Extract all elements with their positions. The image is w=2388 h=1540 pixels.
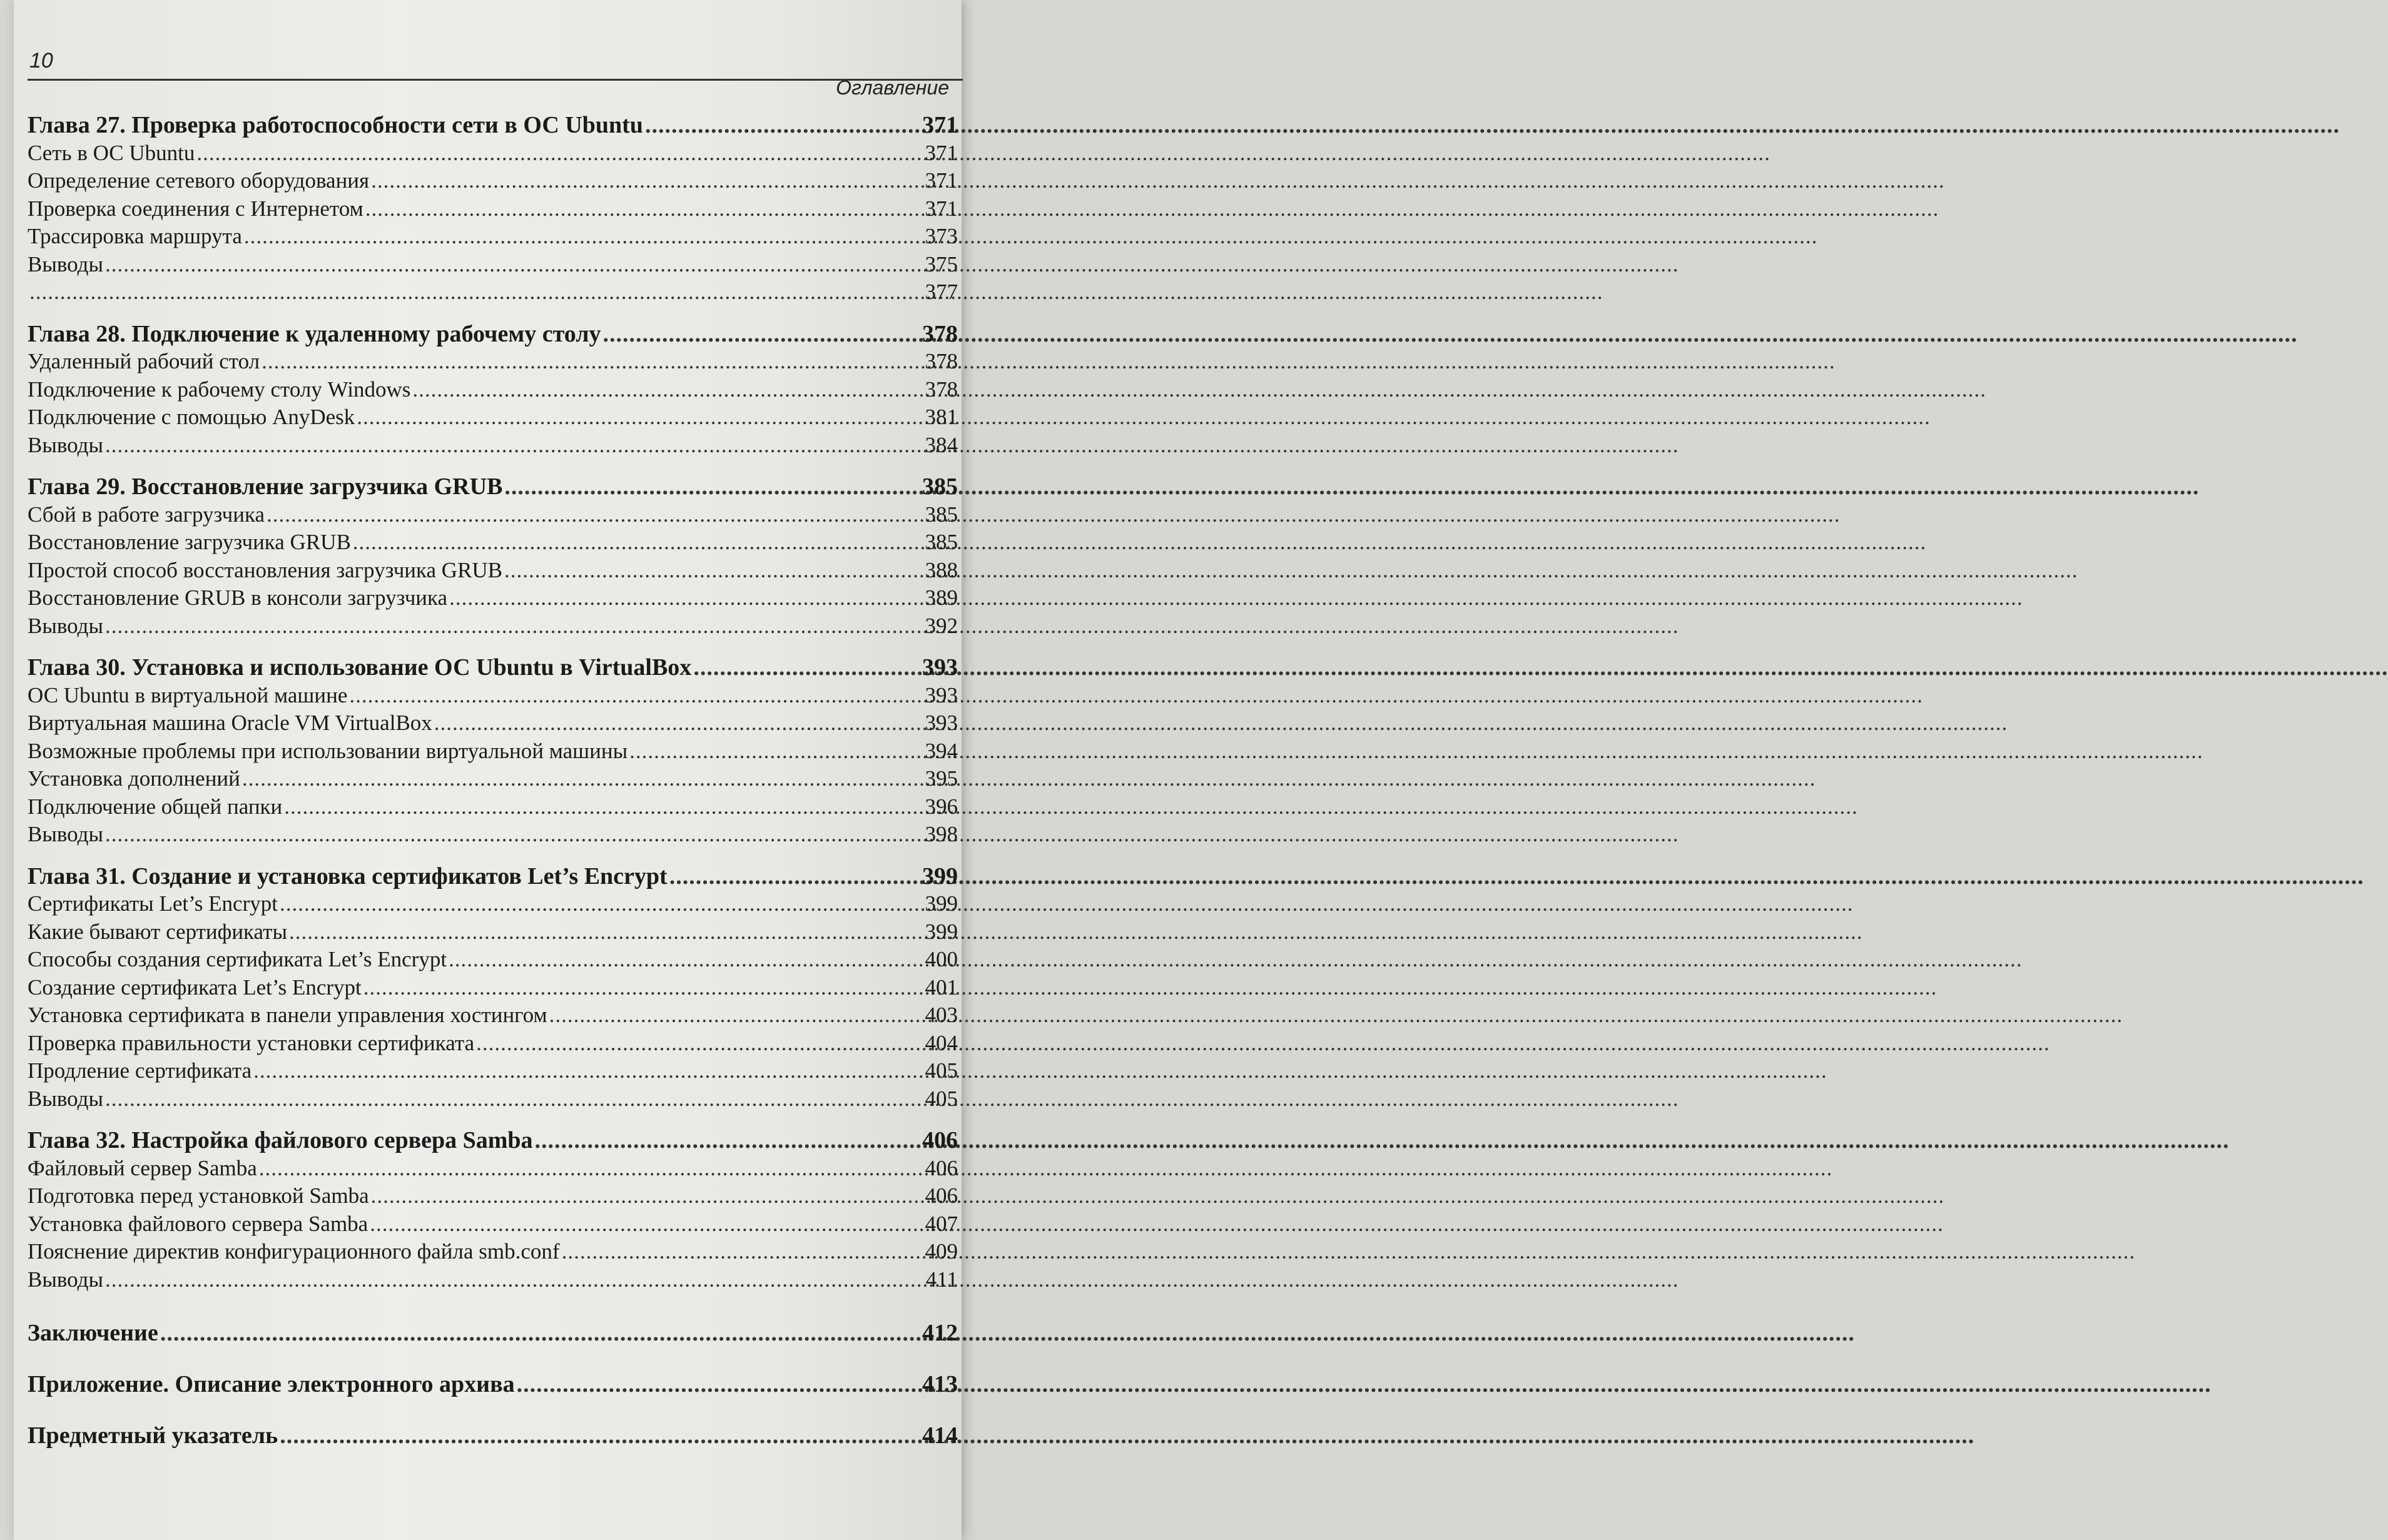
entry-title: Установка дополнений bbox=[28, 766, 240, 791]
dot-leader bbox=[434, 709, 923, 737]
entry-title: Выводы bbox=[28, 822, 103, 846]
toc-entry bbox=[28, 709, 958, 737]
chapter-heading bbox=[28, 1127, 958, 1155]
toc-entry bbox=[28, 584, 958, 612]
entry-page: 413 bbox=[922, 1371, 958, 1397]
entry-title: Файловый сервер Samba bbox=[28, 1155, 257, 1180]
toc-entry bbox=[28, 529, 958, 557]
dot-leader bbox=[693, 654, 920, 682]
entry-page: 371 bbox=[925, 196, 958, 221]
entry-page: 385 bbox=[925, 502, 958, 527]
toc-entry bbox=[28, 793, 958, 821]
entry-title: Проверка соединения с Интернетом bbox=[28, 196, 363, 221]
dot-leader bbox=[517, 1359, 920, 1410]
entry-page: 371 bbox=[925, 140, 958, 165]
toc-entry bbox=[28, 1266, 958, 1294]
dot-leader bbox=[504, 557, 923, 585]
dot-leader bbox=[267, 501, 923, 529]
dot-leader bbox=[603, 320, 920, 348]
dot-leader bbox=[549, 1001, 923, 1030]
chapter-title: Глава 27. Проверка работоспособности сети в ОС Ubuntu bbox=[28, 112, 643, 138]
dot-leader bbox=[629, 737, 923, 766]
dot-leader bbox=[196, 139, 923, 168]
entry-title: ОС Ubuntu в виртуальной машине bbox=[28, 682, 348, 707]
entry-page: 375 bbox=[925, 251, 958, 276]
entry-title: Выводы bbox=[28, 432, 103, 457]
dot-leader bbox=[280, 890, 923, 918]
dot-leader bbox=[357, 403, 923, 432]
entry-title: Установка файлового сервера Samba bbox=[28, 1211, 368, 1236]
dot-leader bbox=[244, 223, 923, 251]
dot-leader bbox=[449, 946, 923, 974]
toc-entry bbox=[28, 403, 958, 432]
toc-entry bbox=[28, 139, 958, 168]
entry-page: 399 bbox=[925, 919, 958, 944]
entry-page: 389 bbox=[925, 585, 958, 610]
dot-leader bbox=[29, 278, 923, 306]
dot-leader bbox=[105, 432, 923, 460]
page-number: 10 bbox=[29, 49, 53, 73]
entry-page: 403 bbox=[925, 1003, 958, 1027]
dot-leader bbox=[105, 1085, 923, 1113]
entry-title: Пояснение директив конфигурационного файла smb.conf bbox=[28, 1239, 560, 1264]
entry-page: 377 bbox=[925, 280, 958, 304]
dot-leader bbox=[105, 1266, 924, 1294]
toc-entry bbox=[28, 1155, 958, 1183]
entry-title: Сертификаты Let’s Encrypt bbox=[28, 891, 278, 916]
entry-title: Подготовка перед установкой Samba bbox=[28, 1183, 369, 1208]
chapter-page: 406 bbox=[922, 1127, 958, 1153]
back-matter bbox=[28, 1307, 958, 1461]
dot-leader bbox=[371, 1182, 923, 1210]
entry-title: Продление сертификата bbox=[28, 1058, 252, 1083]
entry-page: 400 bbox=[925, 947, 958, 971]
dot-leader bbox=[669, 863, 920, 891]
entry-title: Простой способ восстановления загрузчика GRUB bbox=[28, 557, 503, 582]
running-head: Оглавление bbox=[836, 76, 949, 99]
entry-page: 406 bbox=[925, 1155, 958, 1180]
entry-page: 373 bbox=[925, 224, 958, 248]
toc-entry bbox=[28, 195, 958, 223]
entry-page: 404 bbox=[925, 1030, 958, 1055]
chapter-28 bbox=[28, 320, 958, 460]
entry-title: Выводы bbox=[28, 251, 103, 276]
toc-entry bbox=[28, 501, 958, 529]
chapter-page: 371 bbox=[922, 112, 958, 138]
entry-title: Определение сетевого оборудования bbox=[28, 168, 370, 193]
dot-leader bbox=[253, 1057, 923, 1085]
dot-leader bbox=[262, 348, 923, 376]
toc-entry bbox=[28, 612, 958, 641]
chapter-27 bbox=[28, 111, 958, 306]
entry-title: Удаленный рабочий стол bbox=[28, 349, 260, 373]
toc-entry bbox=[28, 918, 958, 946]
toc-entry bbox=[28, 432, 958, 460]
entry-title: Возможные проблемы при использовании виртуальной машины bbox=[28, 738, 628, 763]
entry-title: Выводы bbox=[28, 1267, 103, 1292]
toc-entry bbox=[28, 946, 958, 974]
toc-entry bbox=[28, 1182, 958, 1210]
entry-title: Выводы bbox=[28, 613, 103, 638]
entry-title: Создание сертификата Let’s Encrypt bbox=[28, 975, 362, 1000]
toc-entry bbox=[28, 821, 958, 849]
entry-title: Трассировка маршрута bbox=[28, 224, 242, 248]
toc-extra-entry bbox=[28, 1307, 958, 1359]
chapter-title: Глава 30. Установка и использование ОС Ubuntu в VirtualBox bbox=[28, 654, 692, 681]
toc-entry bbox=[28, 737, 958, 766]
toc-entry bbox=[28, 1030, 958, 1058]
chapter-title: Глава 29. Восстановление загрузчика GRUB bbox=[28, 474, 503, 500]
header-rule bbox=[28, 79, 963, 81]
entry-title: Подключение к рабочему столу Windows bbox=[28, 377, 411, 402]
toc-entry bbox=[28, 1001, 958, 1030]
dot-leader bbox=[349, 682, 923, 710]
entry-page: 395 bbox=[925, 766, 958, 791]
toc-extra-entry bbox=[28, 1410, 958, 1461]
entry-page: 409 bbox=[925, 1239, 958, 1264]
book-page bbox=[14, 0, 962, 1540]
entry-page: 411 bbox=[925, 1267, 958, 1292]
toc-entry bbox=[28, 682, 958, 710]
toc-entry bbox=[28, 251, 958, 279]
entry-page: 394 bbox=[925, 738, 958, 763]
chapter-31 bbox=[28, 863, 958, 1113]
entry-title: Установка сертификата в панели управления хостингом bbox=[28, 1003, 547, 1027]
entry-page: 396 bbox=[925, 794, 958, 819]
entry-title: Восстановление GRUB в консоли загрузчика bbox=[28, 585, 448, 610]
entry-title: Подключение общей папки bbox=[28, 794, 283, 819]
dot-leader bbox=[562, 1238, 923, 1266]
toc-entry bbox=[28, 974, 958, 1002]
chapter-title: Глава 31. Создание и установка сертификатов Let’s Encrypt bbox=[28, 863, 668, 889]
entry-page: 401 bbox=[925, 975, 958, 1000]
dot-leader bbox=[242, 765, 923, 793]
chapter-32 bbox=[28, 1127, 958, 1294]
toc-entry bbox=[28, 765, 958, 793]
dot-leader bbox=[449, 584, 923, 612]
entry-title: Способы создания сертификата Let’s Encrypt bbox=[28, 947, 447, 971]
entry-title: Восстановление загрузчика GRUB bbox=[28, 530, 351, 554]
toc-entry bbox=[28, 1057, 958, 1085]
entry-page: 398 bbox=[925, 822, 958, 846]
dot-leader bbox=[370, 1210, 923, 1239]
dot-leader bbox=[371, 167, 923, 195]
toc-entry bbox=[28, 1085, 958, 1113]
entry-page: 407 bbox=[925, 1211, 958, 1236]
dot-leader bbox=[280, 1410, 920, 1461]
dot-leader bbox=[284, 793, 923, 821]
dot-leader bbox=[259, 1155, 923, 1183]
entry-title: Заключение bbox=[28, 1320, 158, 1346]
entry-title: Виртуальная машина Oracle VM VirtualBox bbox=[28, 711, 432, 735]
chapter-heading bbox=[28, 654, 958, 682]
entry-page: 393 bbox=[925, 682, 958, 707]
entry-page: 405 bbox=[925, 1058, 958, 1083]
entry-page: 406 bbox=[925, 1183, 958, 1208]
dot-leader bbox=[504, 473, 920, 501]
dot-leader bbox=[105, 821, 923, 849]
chapter-page: 378 bbox=[922, 320, 958, 347]
toc-entry bbox=[28, 278, 958, 306]
entry-title: Выводы bbox=[28, 1086, 103, 1111]
entry-title: Сеть в ОС Ubuntu bbox=[28, 140, 195, 165]
entry-title: Проверка правильности установки сертификата bbox=[28, 1030, 475, 1055]
chapter-30 bbox=[28, 654, 958, 849]
entry-page: 399 bbox=[925, 891, 958, 916]
dot-leader bbox=[105, 612, 923, 641]
chapter-page: 393 bbox=[922, 654, 958, 681]
toc-entry bbox=[28, 348, 958, 376]
chapter-page: 399 bbox=[922, 863, 958, 889]
entry-title: Приложение. Описание электронного архива bbox=[28, 1371, 515, 1397]
toc-entry bbox=[28, 167, 958, 195]
entry-page: 381 bbox=[925, 405, 958, 429]
dot-leader bbox=[412, 376, 923, 404]
dot-leader bbox=[363, 974, 923, 1002]
chapter-title: Глава 32. Настройка файлового сервера Samba bbox=[28, 1127, 533, 1153]
chapter-29 bbox=[28, 473, 958, 640]
entry-title: Сбой в работе загрузчика bbox=[28, 502, 265, 527]
toc-entry bbox=[28, 557, 958, 585]
dot-leader bbox=[105, 251, 923, 279]
chapter-title: Глава 28. Подключение к удаленному рабочему столу bbox=[28, 320, 601, 347]
toc-entry bbox=[28, 890, 958, 918]
toc-entry bbox=[28, 376, 958, 404]
chapter-heading bbox=[28, 320, 958, 348]
entry-page: 378 bbox=[925, 377, 958, 402]
dot-leader bbox=[160, 1307, 920, 1359]
entry-page: 414 bbox=[922, 1422, 958, 1449]
entry-title: Предметный указатель bbox=[28, 1422, 278, 1449]
entry-title: Подключение с помощью AnyDesk bbox=[28, 405, 355, 429]
chapter-heading bbox=[28, 863, 958, 891]
dot-leader bbox=[476, 1030, 923, 1058]
toc-entry bbox=[28, 223, 958, 251]
entry-page: 392 bbox=[925, 613, 958, 638]
dot-leader bbox=[289, 918, 923, 946]
toc-entry bbox=[28, 1238, 958, 1266]
entry-page: 371 bbox=[925, 168, 958, 193]
table-of-contents bbox=[28, 111, 958, 1461]
toc-extra-entry bbox=[28, 1359, 958, 1410]
entry-page: 384 bbox=[925, 432, 958, 457]
chapter-heading bbox=[28, 111, 958, 139]
entry-title: Какие бывают сертификаты bbox=[28, 919, 287, 944]
dot-leader bbox=[353, 529, 923, 557]
entry-page: 378 bbox=[925, 349, 958, 373]
dot-leader bbox=[365, 195, 923, 223]
toc-entry bbox=[28, 1210, 958, 1239]
entry-page: 385 bbox=[925, 530, 958, 554]
entry-page: 412 bbox=[922, 1320, 958, 1346]
chapter-heading bbox=[28, 473, 958, 501]
entry-page: 388 bbox=[925, 557, 958, 582]
entry-page: 393 bbox=[925, 711, 958, 735]
dot-leader bbox=[645, 111, 920, 139]
dot-leader bbox=[535, 1127, 920, 1155]
entry-page: 405 bbox=[925, 1086, 958, 1111]
chapter-page: 385 bbox=[922, 474, 958, 500]
